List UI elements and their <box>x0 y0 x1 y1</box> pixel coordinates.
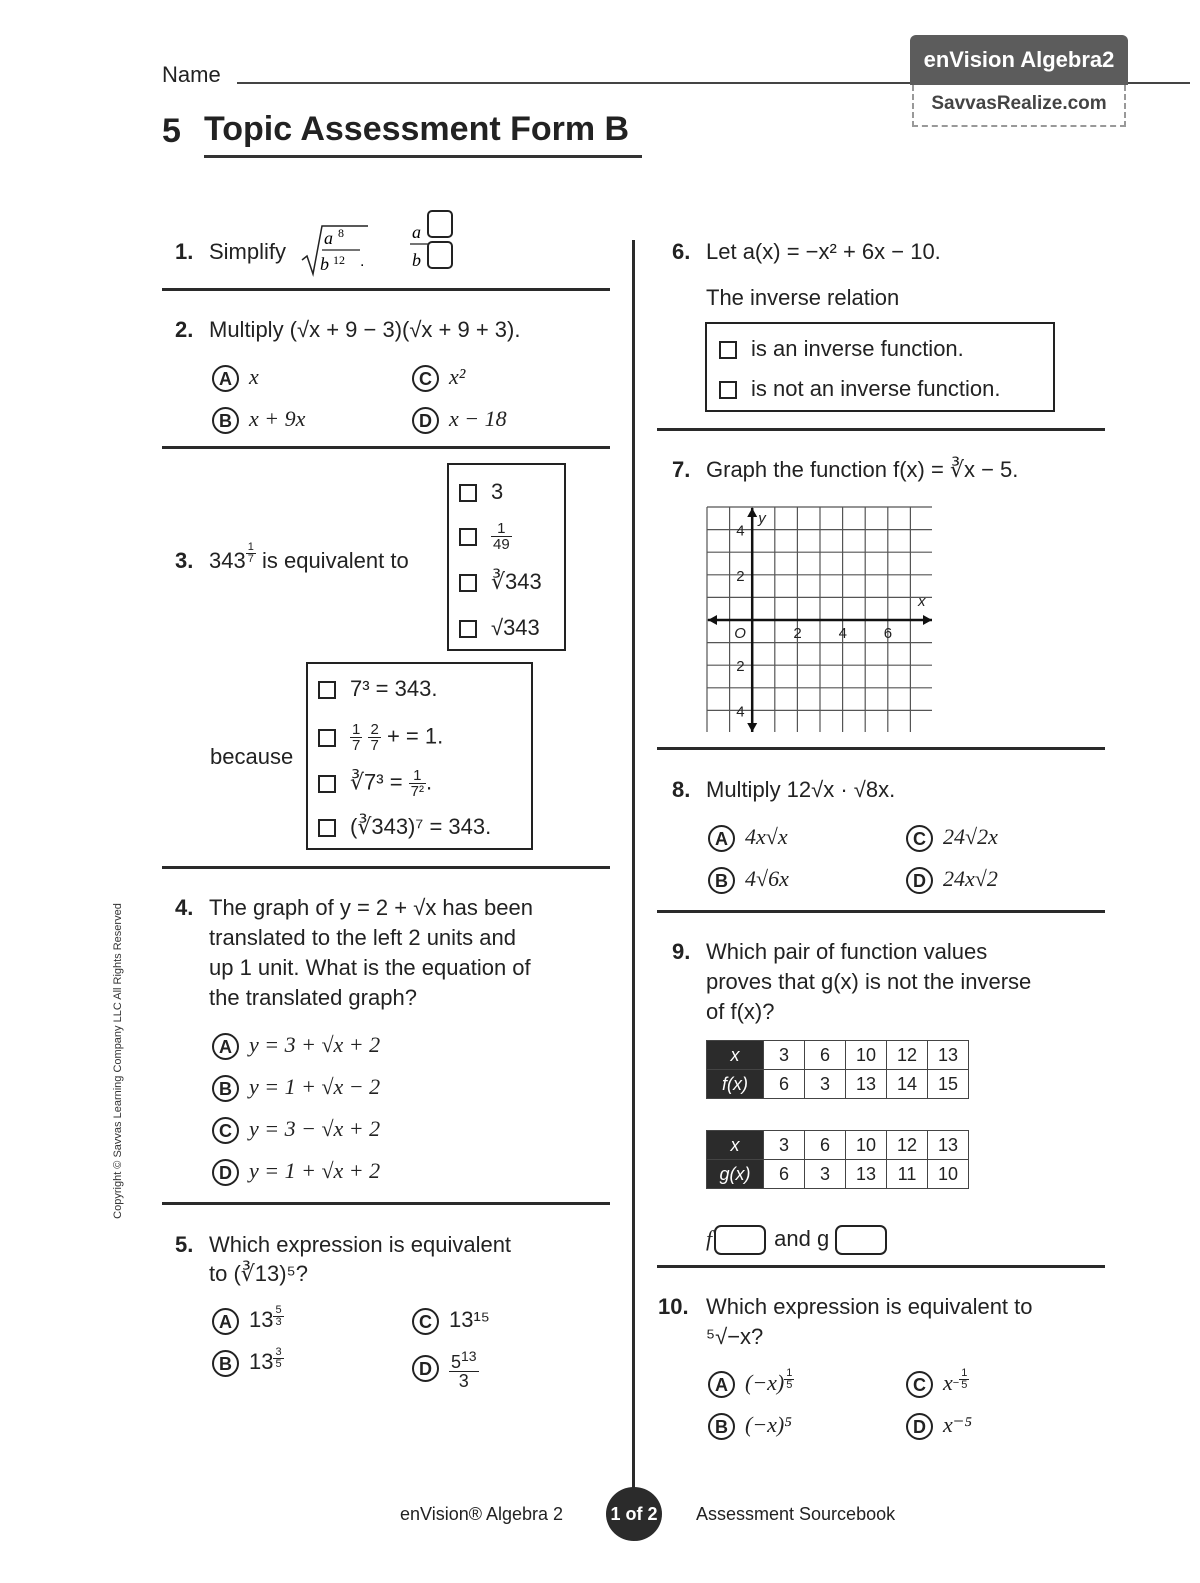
topic-number: 5 <box>162 112 181 150</box>
svg-text:a: a <box>412 222 421 242</box>
question-text: Let a(x) = −x² + 6x − 10. <box>706 239 941 264</box>
separator <box>162 446 610 449</box>
choice-box <box>705 322 1055 412</box>
question-7 <box>672 455 1018 485</box>
option-a[interactable]: A x <box>212 362 259 392</box>
option-a[interactable]: A 13 $\frac{5}{3}$ <box>212 1305 284 1335</box>
option-letter: B <box>212 407 239 434</box>
question-6 <box>672 237 941 267</box>
choice-3[interactable]: 3 <box>459 479 503 505</box>
option-a[interactable]: A 4x√x <box>708 822 788 852</box>
copyright-text: Copyright © Savvas Learning Company LLC All Rights Reserved <box>112 903 124 1219</box>
option-c[interactable]: C y = 3 − √x + 2 <box>212 1114 380 1144</box>
svg-text:b: b <box>320 254 329 274</box>
question-1 <box>175 237 286 267</box>
footer-brand: enVision® Algebra 2 <box>400 1504 564 1524</box>
checkbox[interactable] <box>459 484 477 502</box>
question-subtext: The inverse relation <box>706 285 900 310</box>
column-divider <box>632 240 635 1490</box>
footer-source: Assessment Sourcebook <box>696 1504 896 1524</box>
question-text: Multiply 12√x · √8x. <box>706 777 896 802</box>
option-a[interactable]: A y = 3 + √x + 2 <box>212 1030 380 1060</box>
question-text: is equivalent to <box>261 548 409 573</box>
brand-badge <box>910 35 1128 85</box>
option-b[interactable]: B x + 9x <box>212 404 305 434</box>
checkbox[interactable] <box>459 528 477 546</box>
title-underline <box>204 155 642 158</box>
option-c[interactable]: C x² <box>412 362 465 392</box>
x-axis-arrow <box>708 615 717 625</box>
because-box <box>306 662 533 850</box>
option-c[interactable]: C 24√2x <box>906 822 998 852</box>
choice-not-inverse[interactable]: is not an inverse function. <box>719 376 1000 402</box>
question-text: Multiply (√x + 9 − 3)(√x + 9 + 3). <box>209 317 521 342</box>
because-1[interactable]: 7³ = 343. <box>318 676 437 702</box>
separator <box>657 1265 1105 1268</box>
y-tick-label: 2 <box>736 658 745 676</box>
separator <box>162 1202 610 1205</box>
site-text: SavvasRealize.com <box>931 93 1107 114</box>
question-number: 1. <box>175 239 194 264</box>
checkbox[interactable] <box>318 729 336 747</box>
name-line-right <box>1128 82 1190 84</box>
option-b[interactable]: B (−x)⁵ <box>708 1410 792 1440</box>
page-indicator <box>606 1487 662 1541</box>
page-title: Topic Assessment Form B <box>204 110 630 148</box>
question-number: 8. <box>672 777 691 802</box>
svg-text:a: a <box>324 228 333 248</box>
name-line[interactable] <box>237 82 910 84</box>
y-axis-arrow <box>747 723 757 732</box>
because-3[interactable]: ∛7³ = $\frac{1}{\text{7²}}$ . <box>318 768 432 799</box>
x-tick-label: 4 <box>838 625 847 642</box>
answer-box-g[interactable] <box>835 1225 887 1255</box>
name-label: Name <box>162 62 221 87</box>
checkbox[interactable] <box>318 775 336 793</box>
option-a[interactable]: A (−x) $\frac{1}{5}$ <box>708 1368 794 1398</box>
y-axis-arrow <box>747 508 757 517</box>
separator <box>657 747 1105 750</box>
checkbox[interactable] <box>719 381 737 399</box>
brand-text: enVision Algebra2 <box>923 47 1115 72</box>
svg-text:b: b <box>412 250 421 270</box>
answer-fraction-boxes[interactable] <box>408 208 458 274</box>
answer-line: f and g <box>706 1224 887 1255</box>
page-number: 1 of 2 <box>610 1504 658 1524</box>
question-9: 9. Which pair of function values proves that g(x) is not the inverse of f(x)? <box>672 939 1032 1024</box>
question-4: 4. The graph of y = 2 + √x has been translated to the left 2 units and up 1 unit. What is the equation of the translated graph? <box>175 895 533 1010</box>
separator <box>657 910 1105 913</box>
question-text: Simplify <box>209 239 287 264</box>
because-2[interactable]: $\frac{1}{7}$ $\frac{2}{7}$ + = 1. <box>318 722 443 753</box>
x-axis-label: x <box>918 593 926 610</box>
option-letter: C <box>412 365 439 392</box>
question-2 <box>175 315 520 345</box>
radical-expression <box>300 222 370 280</box>
y-tick-label: 2 <box>736 567 745 585</box>
separator <box>162 288 610 291</box>
question-text: Graph the function f(x) = ∛x − 5. <box>706 457 1019 482</box>
choice-1-49[interactable]: $\frac{1}{49}$ <box>459 521 512 552</box>
question-number: 7. <box>672 457 691 482</box>
question-number: 3. <box>175 548 194 573</box>
choice-cube-root-343[interactable]: ∛343 <box>459 569 542 595</box>
question-number: 5. <box>175 1232 194 1257</box>
y-tick-label: 4 <box>736 703 745 721</box>
option-d[interactable]: D y = 1 + √x + 2 <box>212 1156 380 1186</box>
option-d[interactable]: D x⁻⁵ <box>906 1410 972 1440</box>
y-axis-label: y <box>758 510 766 527</box>
option-b[interactable]: B y = 1 + √x − 2 <box>212 1072 380 1102</box>
svg-text:8: 8 <box>338 226 344 240</box>
question-number: 2. <box>175 317 194 342</box>
checkbox[interactable] <box>459 620 477 638</box>
option-c[interactable]: C x− $\frac{1}{5}$ <box>906 1368 969 1398</box>
site-box <box>912 85 1126 127</box>
question-number: 10. <box>658 1294 689 1319</box>
origin-label: O <box>734 625 746 642</box>
svg-text:.: . <box>360 253 365 270</box>
question-3 <box>175 541 409 576</box>
y-tick-label: 4 <box>736 522 745 540</box>
function-table-f: x 3 6 10 12 13 f(x) 6 3 13 14 15 <box>706 1040 969 1099</box>
checkbox[interactable] <box>719 341 737 359</box>
x-tick-label: 2 <box>793 625 802 642</box>
option-d[interactable]: D x − 18 <box>412 404 507 434</box>
choice-inverse[interactable]: is an inverse function. <box>719 336 964 362</box>
because-label: because <box>210 744 294 769</box>
option-letter: D <box>412 407 439 434</box>
coordinate-grid[interactable] <box>706 506 932 732</box>
question-5: 5. Which expression is equivalent to (∛13)⁵? <box>175 1232 512 1286</box>
answer-box-f[interactable] <box>714 1225 766 1255</box>
choice-box <box>447 463 566 651</box>
separator <box>657 428 1105 431</box>
question-number: 6. <box>672 239 691 264</box>
question-10: 10. Which expression is equivalent to ⁵√−x? <box>658 1294 1033 1349</box>
checkbox[interactable] <box>459 574 477 592</box>
x-tick-label: 6 <box>883 625 893 642</box>
x-axis-arrow <box>923 615 932 625</box>
because-4[interactable]: (∛343)⁷ = 343. <box>318 814 491 840</box>
option-b[interactable]: B 4√6x <box>708 864 789 894</box>
option-b[interactable]: B 13 $\frac{3}{5}$ <box>212 1347 284 1377</box>
option-d[interactable]: D $\frac{5^{13}}{3}$ <box>412 1347 479 1390</box>
function-table-g: x 3 6 10 12 13 g(x) 6 3 13 11 10 <box>706 1130 969 1189</box>
svg-text:12: 12 <box>333 253 345 267</box>
exponent-base: 343 <box>209 548 246 573</box>
option-d[interactable]: D 24x√2 <box>906 864 998 894</box>
option-letter: A <box>212 365 239 392</box>
separator <box>162 866 610 869</box>
option-c[interactable]: C 13¹⁵ <box>412 1305 490 1335</box>
question-number: 9. <box>672 939 691 964</box>
choice-seventh-root-343[interactable]: √343 <box>459 615 540 641</box>
exponent-fraction: $\frac{1}{7}$ <box>247 541 254 565</box>
question-8 <box>672 775 895 805</box>
question-number: 4. <box>175 895 194 920</box>
checkbox[interactable] <box>318 681 336 699</box>
checkbox[interactable] <box>318 819 336 837</box>
